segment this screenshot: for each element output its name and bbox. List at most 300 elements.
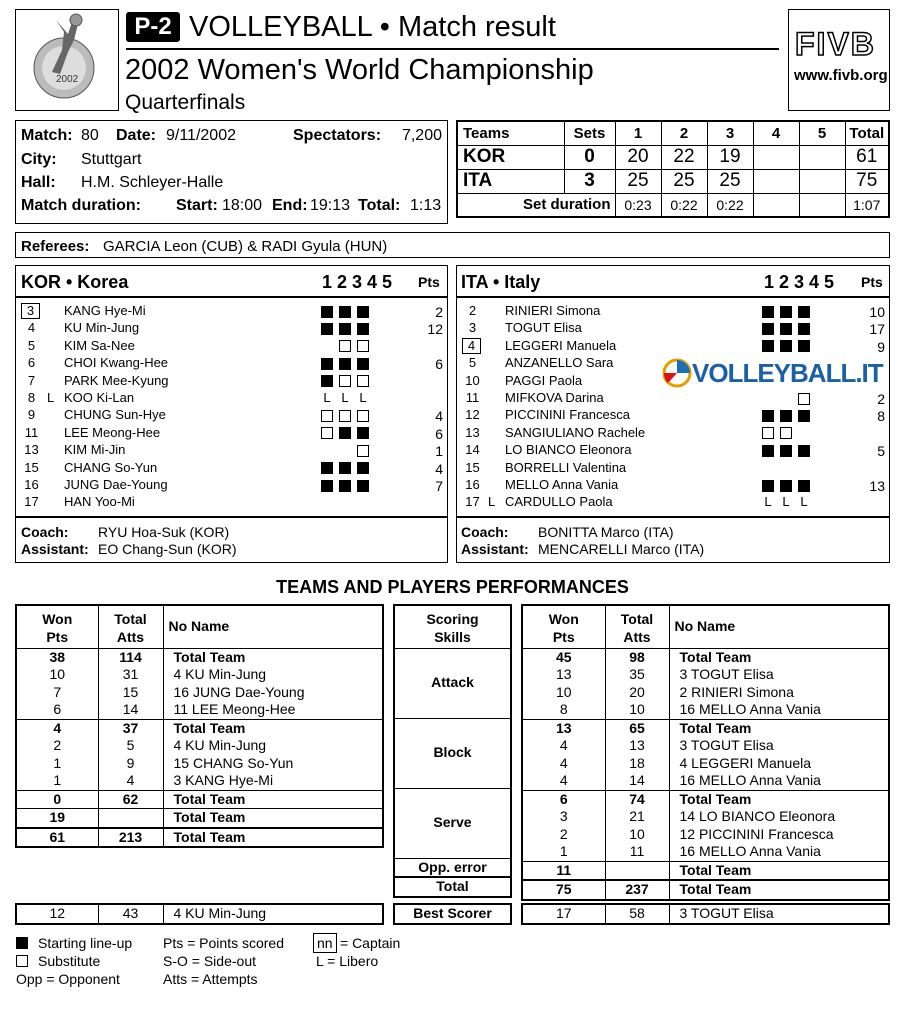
- legend-pts: Pts = Points scored: [163, 935, 285, 951]
- legend-starting-square: [16, 937, 28, 949]
- player-or-team: 4 KU Min-Jung: [163, 666, 383, 684]
- spectators-count: 7,200: [401, 127, 442, 144]
- legend-substitute-square: [16, 955, 28, 967]
- starting-square: [321, 480, 333, 492]
- player-row: [456, 476, 890, 493]
- legend-captain: = Captain: [340, 935, 401, 951]
- player-or-team: 16 MELLO Anna Vania: [669, 701, 889, 719]
- total-attempts: 31: [98, 666, 163, 684]
- player-number: 8: [27, 390, 36, 405]
- player-points: 8: [877, 408, 885, 425]
- set-duration-label: Set duration: [457, 193, 615, 217]
- player-number: 17: [24, 494, 39, 510]
- player-row: [456, 389, 890, 406]
- player-name: CARDULLO Paola: [505, 494, 613, 510]
- player-row: [456, 302, 890, 319]
- player-points: 2: [435, 304, 443, 320]
- player-name: MIFKOVA Darina: [505, 390, 604, 405]
- won-points: 45: [522, 648, 605, 666]
- results-total-points: 61: [845, 145, 889, 169]
- team-kor-header-line: [15, 296, 448, 298]
- total-attempts: 9: [98, 755, 163, 773]
- player-points: 1: [435, 443, 443, 460]
- best-scorer-pts: 12: [49, 905, 66, 921]
- player-or-team: Total Team: [163, 790, 383, 808]
- skills-header-row: [394, 605, 511, 648]
- won-points: 10: [555, 683, 572, 700]
- won-points: 2: [559, 825, 568, 842]
- player-name: PARK Mee-Kyung: [64, 372, 169, 388]
- set-duration-row: [457, 193, 889, 217]
- player-number: 15: [24, 459, 39, 475]
- results-set-score: 19: [707, 145, 753, 169]
- starting-square: [762, 480, 774, 492]
- won-points: 61: [16, 828, 98, 848]
- player-row: [522, 772, 889, 790]
- team-total-row: [16, 790, 383, 808]
- results-set-score: [799, 169, 845, 193]
- player-name: KU Min-Jung: [64, 320, 140, 336]
- starting-square: [321, 306, 333, 318]
- team-total-row: [522, 790, 889, 808]
- team-kor-coach: RYU Hoa-Suk (KOR): [98, 524, 230, 540]
- team-ita-coach-line: [456, 516, 890, 518]
- hall-value: H.M. Schleyer-Halle: [81, 174, 224, 191]
- skill-name: Serve: [394, 788, 511, 858]
- starting-square: [357, 480, 369, 492]
- player-or-team: 3 TOGUT Elisa: [669, 666, 889, 684]
- player-sets: [321, 372, 375, 389]
- player-points: 13: [869, 478, 885, 494]
- results-header-teams: Teams: [457, 121, 564, 145]
- substitute-square: [339, 340, 351, 352]
- end-time: 19:13: [310, 197, 351, 214]
- player-number: 16: [465, 477, 480, 492]
- won-points: 4: [559, 754, 568, 771]
- player-name: PAGGI Paola: [505, 372, 583, 388]
- legend-opp: Opp = Opponent: [16, 971, 120, 987]
- player-number: 4: [462, 338, 481, 354]
- total-attempts: [605, 861, 669, 880]
- team-ita-coach-label: Coach:: [461, 524, 509, 540]
- substitute-square: [339, 375, 351, 387]
- player-name: LO BIANCO Eleonora: [505, 442, 632, 458]
- player-sets: [321, 337, 375, 354]
- legend-so: S-O = Side-out: [163, 953, 256, 969]
- best-scorer-atts: 43: [98, 904, 163, 924]
- player-number: 6: [27, 355, 36, 371]
- player-row: [15, 389, 448, 406]
- performance-ita-table: [521, 604, 890, 901]
- skill-name: Attack: [394, 648, 511, 718]
- skill-name: Opp. error: [394, 858, 511, 877]
- best-scorer-skill: [393, 903, 512, 925]
- report-badge-label: P-2: [134, 13, 172, 40]
- libero-set-marker: L: [341, 390, 349, 405]
- starting-square: [357, 306, 369, 318]
- player-row: [456, 406, 890, 423]
- no-name-header: No Name: [163, 605, 383, 648]
- starting-square: [780, 480, 792, 492]
- skill-row: [394, 858, 511, 877]
- starting-square: [357, 323, 369, 335]
- total-label: Total:: [358, 197, 401, 214]
- player-name: SANGIULIANO Rachele: [505, 424, 646, 440]
- player-points: 5: [877, 443, 885, 460]
- total-atts-header: [605, 605, 669, 648]
- player-number: 3: [468, 320, 477, 336]
- player-or-team: Total Team: [163, 809, 383, 828]
- results-table: [456, 120, 890, 218]
- atts-header: Atts: [116, 629, 145, 645]
- results-set-score: [753, 169, 799, 193]
- results-row-ita: [457, 169, 889, 193]
- fivb-url: www.fivb.org: [794, 67, 888, 84]
- total-attempts: 37: [98, 719, 163, 737]
- results-set-score: 25: [661, 169, 707, 193]
- skill-row: [394, 718, 511, 788]
- starting-square: [321, 462, 333, 474]
- player-name: BORRELLI Valentina: [505, 459, 627, 475]
- starting-square: [357, 427, 369, 439]
- player-or-team: 16 MELLO Anna Vania: [669, 843, 889, 861]
- player-number: 14: [465, 442, 480, 458]
- player-or-team: 2 RINIERI Simona: [669, 684, 889, 702]
- total-attempts: 5: [98, 737, 163, 755]
- player-or-team: 4 LEGGERI Manuela: [669, 755, 889, 773]
- starting-square: [321, 375, 333, 387]
- best-scorer-pts: 17: [555, 905, 572, 921]
- player-sets: [321, 441, 375, 458]
- date-label: Date:: [116, 127, 157, 144]
- legend-starting: Starting line-up: [38, 935, 133, 951]
- player-or-team: 15 CHANG So-Yun: [163, 755, 383, 773]
- spectators-label: Spectators:: [293, 127, 382, 144]
- starting-square: [780, 340, 792, 352]
- total-attempts: 18: [605, 755, 669, 773]
- won-points: 1: [53, 772, 62, 788]
- team-ita-title: ITA • Italy: [461, 272, 541, 292]
- player-row: [15, 354, 448, 371]
- skills-header: Skills: [434, 629, 471, 645]
- team-total-row: [16, 648, 383, 666]
- won-points: 4: [559, 737, 568, 753]
- player-name: CHOI Kwang-Hee: [64, 355, 169, 371]
- player-or-team: Total Team: [669, 861, 889, 880]
- player-name: HAN Yoo-Mi: [64, 494, 135, 510]
- player-sets: [321, 302, 375, 319]
- player-or-team: 12 PICCININI Francesca: [669, 826, 889, 844]
- player-row: [522, 755, 889, 773]
- total-attempts: 10: [605, 826, 669, 844]
- team-ita-header-line: [456, 296, 890, 298]
- best-scorer-label: Best Scorer: [413, 905, 492, 921]
- results-set-score: 25: [615, 169, 661, 193]
- total-attempts: 65: [605, 719, 669, 737]
- won-header: Won: [548, 611, 579, 627]
- player-number: 13: [24, 442, 39, 458]
- total-attempts: 10: [605, 701, 669, 719]
- player-row: [15, 406, 448, 423]
- scoring-skills-header: [394, 605, 511, 648]
- player-or-team: 16 MELLO Anna Vania: [669, 772, 889, 790]
- total-attempts: 20: [605, 684, 669, 702]
- team-kor-coach-line: [15, 516, 448, 518]
- player-row: [456, 459, 890, 476]
- best-scorer-row: [16, 904, 383, 924]
- results-set-score: 25: [707, 169, 753, 193]
- player-or-team: Total Team: [163, 648, 383, 666]
- player-row: [15, 424, 448, 441]
- won-points: 13: [522, 719, 605, 737]
- perf-header-row: [16, 605, 383, 648]
- player-row: [522, 701, 889, 719]
- player-number: 16: [24, 477, 39, 492]
- starting-square: [798, 445, 810, 457]
- total-attempts: 62: [98, 790, 163, 808]
- team-total-row: [522, 648, 889, 666]
- player-sets: [762, 406, 816, 423]
- performance-title: TEAMS AND PLAYERS PERFORMANCES: [276, 577, 629, 597]
- substitute-square: [357, 445, 369, 457]
- won-points: 11: [522, 861, 605, 880]
- results-team: KOR: [457, 145, 564, 169]
- starting-square: [357, 462, 369, 474]
- won-points: 0: [16, 790, 98, 808]
- team-kor-sets-header: 1 2 3 4 5: [322, 272, 393, 292]
- opp-error-row: [16, 809, 383, 828]
- won-pts-header: [16, 605, 98, 648]
- player-points: 10: [869, 304, 885, 320]
- results-set-score: [753, 145, 799, 169]
- championship-logo-frame: [15, 9, 119, 111]
- best-scorer-name: 3 TOGUT Elisa: [669, 904, 889, 924]
- player-name: ANZANELLO Sara: [505, 355, 614, 371]
- championship-logo: [16, 10, 116, 108]
- player-row: [456, 319, 890, 336]
- starting-square: [339, 462, 351, 474]
- starting-square: [780, 306, 792, 318]
- starting-square: [762, 323, 774, 335]
- team-kor-assistant-label: Assistant:: [21, 541, 89, 557]
- total-attempts: 13: [605, 737, 669, 755]
- results-header-set4: 4: [753, 121, 799, 145]
- starting-square: [339, 480, 351, 492]
- set-duration: [753, 193, 799, 217]
- player-or-team: 3 TOGUT Elisa: [669, 737, 889, 755]
- starting-square: [798, 410, 810, 422]
- substitute-square: [357, 340, 369, 352]
- referees-label: Referees:: [21, 238, 90, 255]
- best-scorer-label-row: [394, 904, 511, 924]
- player-or-team: 11 LEE Meong-Hee: [163, 701, 383, 719]
- player-row: [456, 424, 890, 441]
- player-row: [16, 755, 383, 773]
- start-label: Start:: [176, 197, 218, 214]
- won-points: 38: [16, 648, 98, 666]
- hall-label: Hall:: [21, 174, 56, 191]
- player-sets: [762, 424, 798, 441]
- team-kor-assistant: EO Chang-Sun (KOR): [98, 541, 237, 557]
- won-points: 7: [53, 683, 62, 700]
- results-header-set2: 2: [661, 121, 707, 145]
- player-name: CHUNG Sun-Hye: [64, 407, 166, 423]
- player-name: MELLO Anna Vania: [505, 477, 619, 492]
- grand-total-row: [522, 880, 889, 900]
- match-number: 80: [81, 127, 99, 144]
- player-or-team: Total Team: [669, 719, 889, 737]
- start-time: 18:00: [222, 197, 263, 214]
- player-name: KIM Sa-Nee: [64, 337, 135, 353]
- team-total-row: [522, 719, 889, 737]
- total-time: 1:13: [410, 197, 442, 214]
- match-label: Match:: [21, 127, 73, 144]
- won-points: 4: [559, 772, 568, 788]
- results-set-score: [799, 145, 845, 169]
- player-number: 9: [27, 407, 36, 423]
- skill-name: Total: [394, 877, 511, 897]
- results-sets-won: 0: [564, 145, 615, 169]
- player-points: 6: [435, 356, 443, 373]
- starting-square: [339, 323, 351, 335]
- total-atts-header: [98, 605, 163, 648]
- results-header-total: Total: [845, 121, 889, 145]
- results-header-sets: Sets: [564, 121, 615, 145]
- results-sets-won: 3: [564, 169, 615, 193]
- end-label: End:: [272, 197, 308, 214]
- results-header-row: [457, 121, 889, 145]
- total-attempts: 14: [605, 772, 669, 790]
- total-duration: 1:07: [845, 193, 889, 217]
- starting-square: [798, 306, 810, 318]
- won-points: 2: [53, 737, 62, 753]
- total-attempts: 98: [605, 648, 669, 666]
- won-header: Won: [42, 611, 73, 627]
- substitute-square: [780, 427, 792, 439]
- skill-row: [394, 788, 511, 858]
- results-row-kor: [457, 145, 889, 169]
- results-team: ITA: [457, 169, 564, 193]
- player-number: 2: [468, 303, 477, 318]
- total-header: Total: [620, 611, 654, 627]
- player-number: 7: [27, 372, 36, 388]
- starting-square: [339, 306, 351, 318]
- city-label: City:: [21, 151, 57, 168]
- volleyball-ball-icon: [662, 358, 692, 388]
- legend-captain-box: nn: [313, 933, 337, 953]
- player-name: TOGUT Elisa: [505, 320, 582, 336]
- libero-marker: L: [47, 390, 55, 405]
- player-row: [522, 808, 889, 826]
- scoring-header: Scoring: [426, 611, 479, 627]
- player-sets: [762, 493, 816, 510]
- atts-header: Atts: [623, 629, 651, 645]
- best-scorer-name: 4 KU Min-Jung: [163, 904, 383, 924]
- player-points: 6: [435, 425, 443, 442]
- won-points: 8: [559, 701, 568, 717]
- duration-label: Match duration:: [21, 197, 141, 214]
- substitute-square: [762, 427, 774, 439]
- starting-square: [780, 410, 792, 422]
- set-duration: [799, 193, 845, 217]
- player-or-team: Total Team: [669, 790, 889, 808]
- player-number: 11: [24, 424, 39, 440]
- won-points: 6: [53, 701, 62, 717]
- best-scorer-row: [522, 904, 889, 924]
- player-row: [16, 666, 383, 684]
- player-name: RINIERI Simona: [505, 303, 601, 318]
- won-points: 6: [522, 790, 605, 808]
- pts-header: Pts: [552, 629, 575, 645]
- player-row: [15, 476, 448, 493]
- player-or-team: Total Team: [163, 828, 383, 848]
- substitute-square: [339, 410, 351, 422]
- player-row: [456, 337, 890, 354]
- player-row: [522, 826, 889, 844]
- player-points: 4: [435, 408, 443, 425]
- player-row: [456, 441, 890, 458]
- total-attempts: 114: [98, 648, 163, 666]
- grand-total-row: [16, 828, 383, 848]
- no-name-header: No Name: [669, 605, 889, 648]
- player-sets: [321, 476, 375, 493]
- player-number: 12: [465, 407, 480, 423]
- total-header: Total: [114, 611, 147, 627]
- team-ita-assistant: MENCARELLI Marco (ITA): [538, 541, 705, 557]
- player-points: 7: [435, 478, 443, 494]
- substitute-square: [321, 427, 333, 439]
- best-scorer-kor: [15, 903, 384, 925]
- player-sets: [762, 319, 816, 336]
- player-or-team: Total Team: [669, 648, 889, 666]
- player-sets: [321, 354, 375, 371]
- results-set-score: 20: [615, 145, 661, 169]
- player-name: JUNG Dae-Young: [64, 477, 168, 492]
- won-points: 4: [16, 719, 98, 737]
- player-sets: [762, 441, 816, 458]
- won-points: 75: [522, 880, 605, 900]
- match-date: 9/11/2002: [166, 127, 236, 144]
- player-number: 13: [465, 424, 480, 440]
- player-number: 17: [465, 494, 480, 510]
- player-or-team: Total Team: [669, 880, 889, 900]
- perf-header-row: [522, 605, 889, 648]
- won-points: 19: [16, 809, 98, 828]
- player-row: [15, 459, 448, 476]
- player-sets: [321, 424, 375, 441]
- player-sets: [762, 302, 816, 319]
- results-set-score: 22: [661, 145, 707, 169]
- player-number: 11: [465, 390, 480, 405]
- player-or-team: Total Team: [163, 719, 383, 737]
- fivb-logo-frame: [788, 9, 890, 111]
- set-duration: 0:22: [661, 193, 707, 217]
- team-ita-sets-header: 1 2 3 4 5: [764, 272, 835, 292]
- logo-year: 2002: [56, 74, 79, 85]
- team-kor-title: KOR • Korea: [21, 272, 129, 292]
- libero-marker: L: [488, 494, 496, 510]
- player-name: KANG Hye-Mi: [64, 303, 146, 318]
- starting-square: [798, 323, 810, 335]
- player-name: CHANG So-Yun: [64, 459, 158, 475]
- won-points: 3: [559, 808, 568, 824]
- best-scorer-ita: [521, 903, 890, 925]
- performance-kor-table: [15, 604, 384, 848]
- phase-label: Quarterfinals: [125, 91, 246, 114]
- starting-square: [339, 427, 351, 439]
- legend-libero: L = Libero: [316, 953, 379, 969]
- player-or-team: 4 KU Min-Jung: [163, 737, 383, 755]
